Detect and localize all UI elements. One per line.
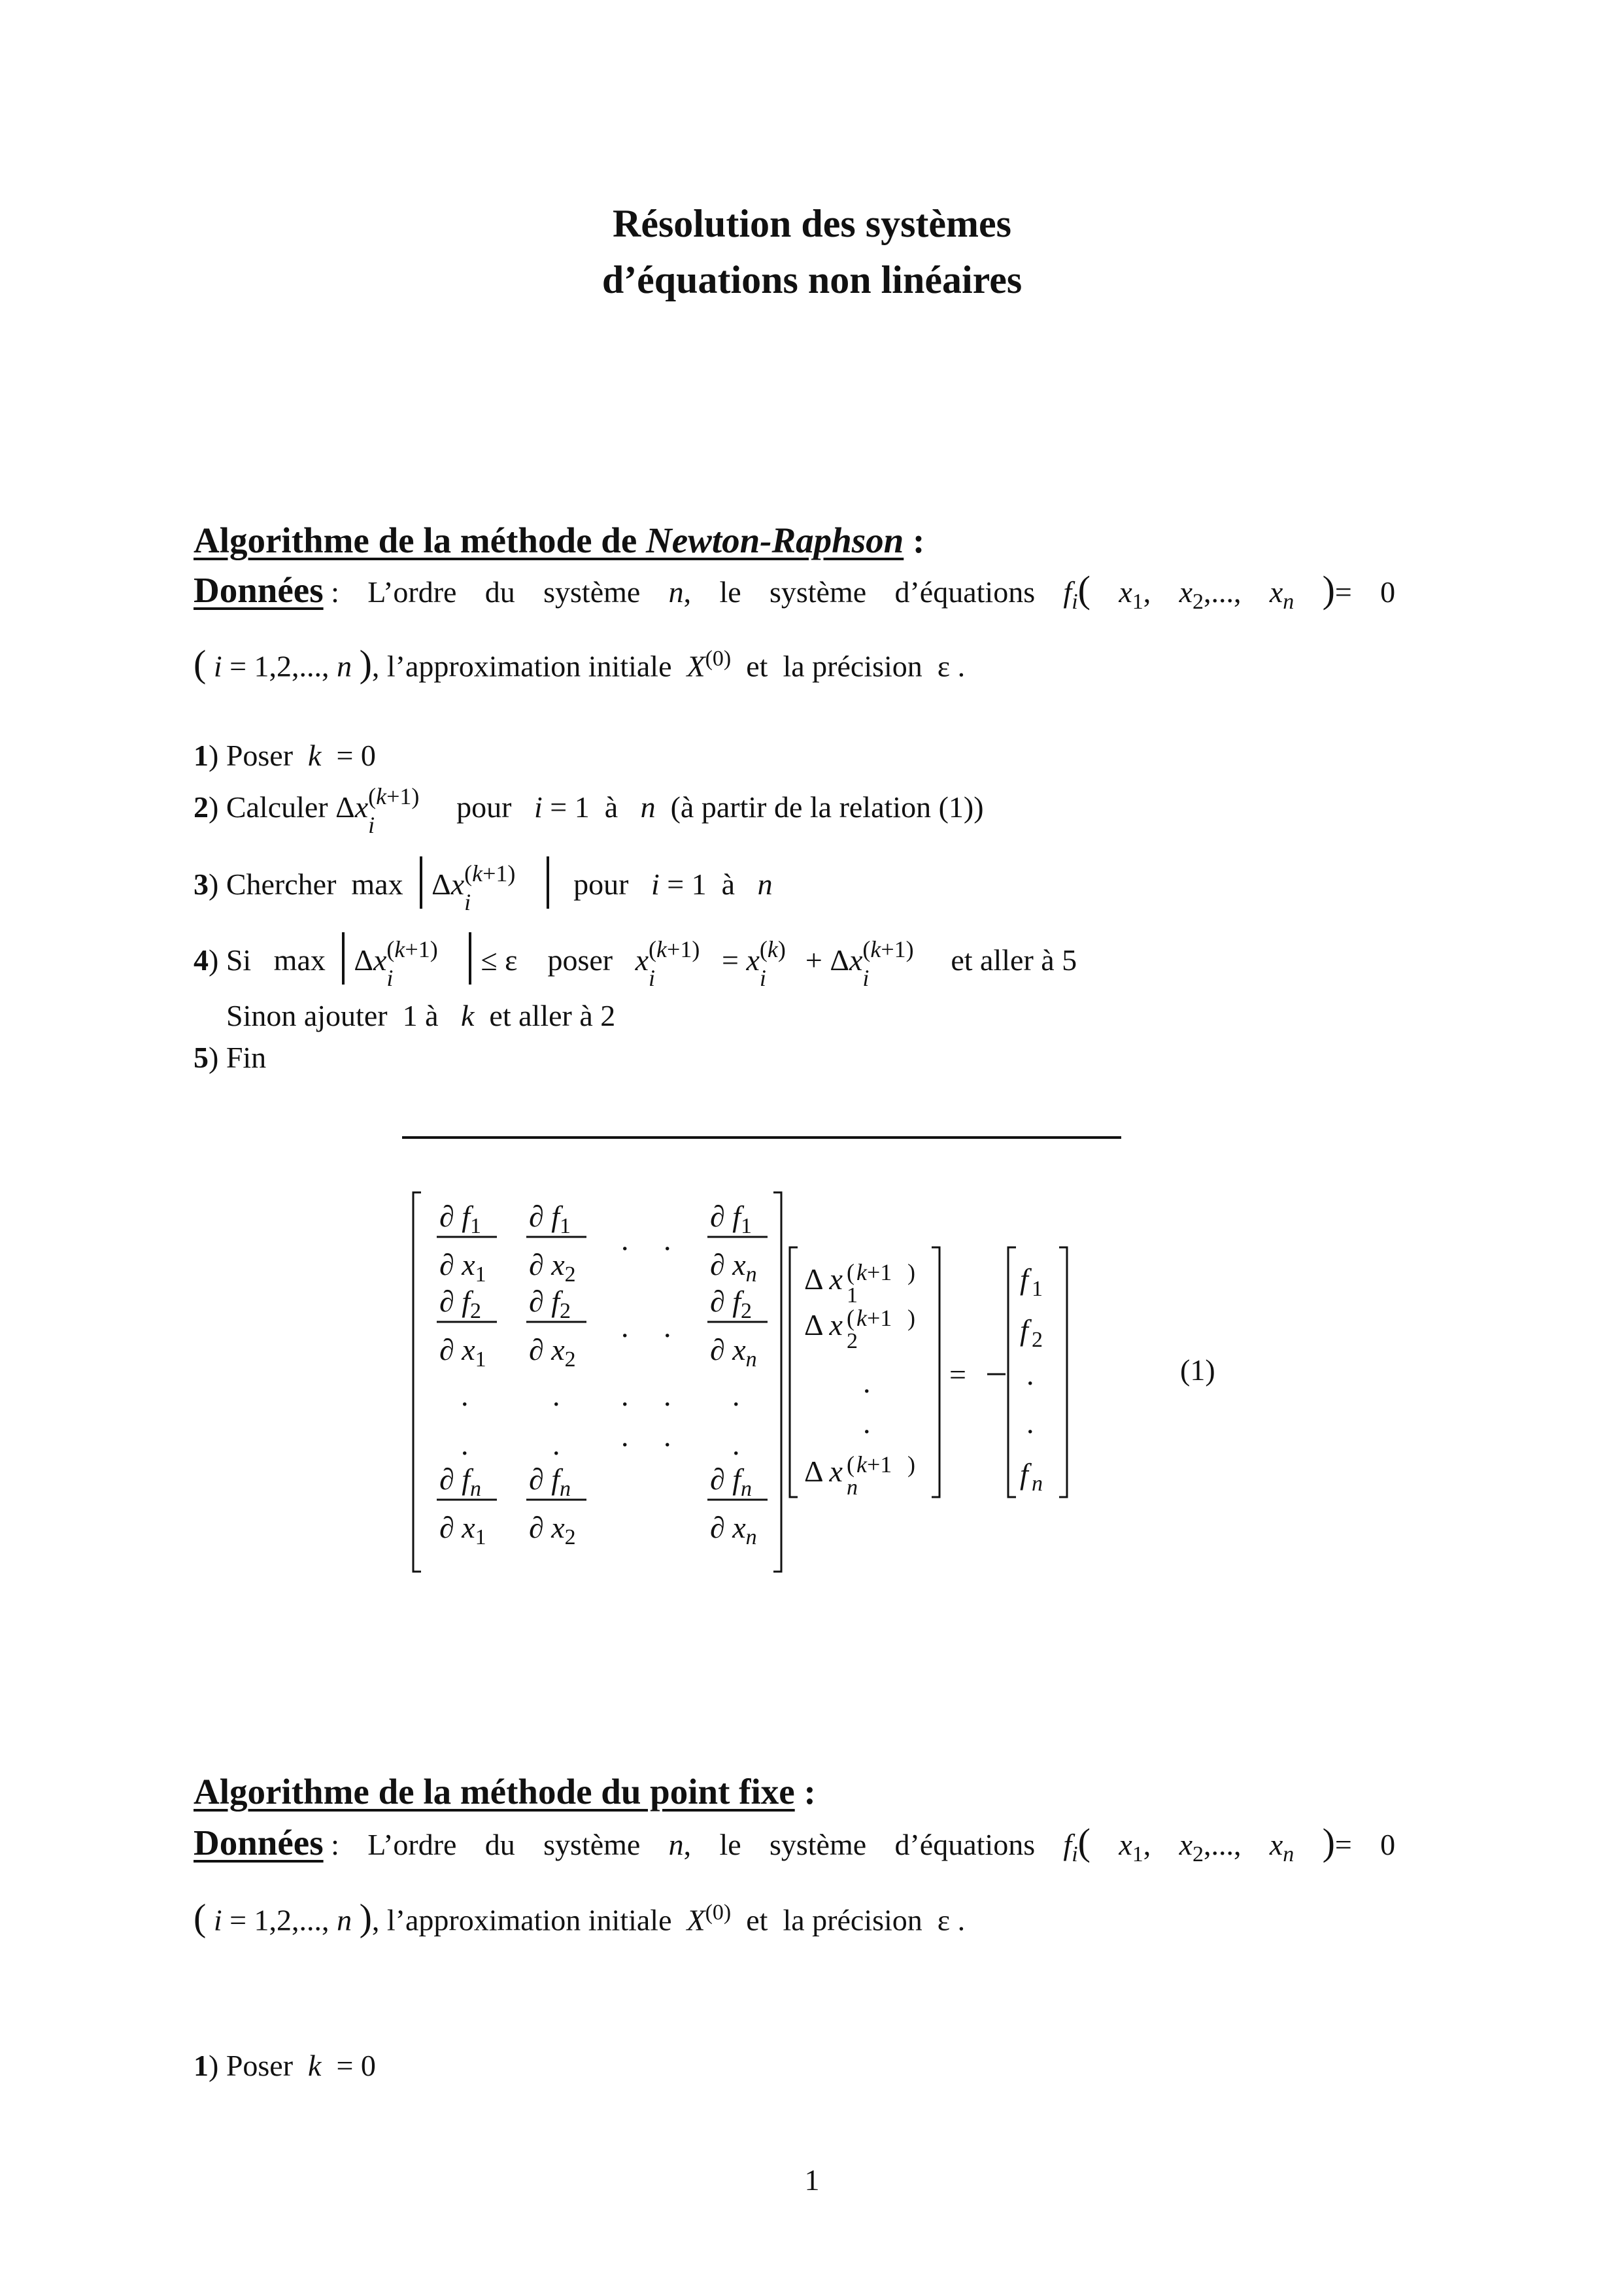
svg-text:∂ fn: ∂ $f_n$ (439, 1462, 482, 1501)
newton-step-3: 3) Chercher max Δx (k+1) i pour i = 1 à n (194, 856, 773, 909)
point-fixe-heading-text: Algorithme de la méthode du point fixe (194, 1772, 795, 1812)
newton-step-1: 1) Poser k = 0 (194, 739, 376, 772)
svg-text:∂ xn: ∂ $x_n$ (710, 1333, 757, 1372)
svg-text:.: . (664, 1223, 671, 1257)
point-fixe-donnees-line2: ( i = 1,2,..., n ), l’approximation initiale $X^{(0)}$ et la précision ε . (194, 1896, 966, 1939)
svg-text:k+1: k+1 (856, 1305, 892, 1331)
svg-text:f: f (1020, 1313, 1028, 1347)
svg-text:f: f (1020, 1262, 1028, 1296)
svg-text:∂ fn: ∂ $f_n$ (710, 1462, 753, 1501)
newton-step-4-else: Sinon ajouter 1 à k et aller à 2 (226, 999, 616, 1032)
svg-text:.: . (621, 1223, 629, 1257)
svg-text:∂ f2: ∂ $f_2$ (710, 1285, 753, 1323)
svg-text:.: . (461, 1428, 469, 1461)
svg-text:∂ f2: ∂ $f_2$ (439, 1285, 482, 1323)
svg-text:): ) (907, 1451, 915, 1477)
svg-text:(: ( (847, 1259, 854, 1285)
svg-text:.: . (863, 1366, 871, 1399)
newton-step-2: 2) Calculer Δx (k+1) i pour i = 1 à n (à partir de la relation (1)) (194, 783, 984, 838)
svg-text:∂ f1: ∂ $f_1$ (529, 1200, 571, 1238)
svg-text:.: . (621, 1419, 629, 1453)
svg-text:∂ f1: ∂ $f_1$ (710, 1200, 753, 1238)
svg-text:Δ x: Δ x (804, 1455, 843, 1488)
newton-step-5: 5) Fin (194, 1041, 267, 1074)
newton-heading-colon: : (904, 520, 925, 560)
point-fixe-heading (194, 1769, 816, 1815)
svg-text:.: . (1026, 1406, 1034, 1440)
svg-text:(: ( (847, 1305, 854, 1331)
page-number: 1 (804, 2163, 820, 2197)
svg-text:.: . (461, 1379, 469, 1412)
svg-text:Δ x: Δ x (804, 1262, 843, 1296)
svg-text:∂ fn: ∂ $f_n$ (529, 1462, 571, 1501)
svg-text:.: . (863, 1406, 871, 1440)
svg-text:∂ x2: ∂ $x_2$ (529, 1248, 576, 1287)
svg-text:=: = (949, 1358, 966, 1391)
svg-text:): ) (907, 1259, 915, 1285)
page-title-line1: Résolution des systèmes (613, 202, 1011, 245)
svg-text:∂ xn: ∂ $x_n$ (710, 1248, 757, 1287)
svg-text:.: . (1026, 1358, 1034, 1391)
svg-text:k+1: k+1 (856, 1451, 892, 1477)
svg-text:.: . (732, 1379, 740, 1412)
equation-number: (1) (1180, 1353, 1215, 1387)
point-fixe-heading-colon: : (794, 1772, 816, 1812)
newton-heading-plain: Algorithme de la méthode de (194, 520, 646, 560)
svg-text:∂ x2: ∂ $x_2$ (529, 1333, 576, 1372)
svg-text:.: . (664, 1419, 671, 1453)
svg-text:k+1: k+1 (856, 1259, 892, 1285)
svg-text:∂ xn: ∂ $x_n$ (710, 1511, 757, 1549)
svg-text:n: n (847, 1476, 858, 1500)
svg-text:): ) (907, 1305, 915, 1331)
newton-donnees-label: Données (194, 570, 324, 610)
newton-step-4: 4) Si max Δx (k+1) i ≤ ε poser x (k+1) i = x (k) i + Δx (k+1) i et aller à 5 (194, 932, 1077, 985)
svg-text:f: f (1020, 1457, 1028, 1491)
newton-donnees-line2: ( i = 1,2,..., n ), l’approximation initiale $X^{(0)}$ et la précision ε . (194, 642, 966, 685)
svg-text:∂ x1: ∂ $x_1$ (439, 1248, 486, 1287)
svg-text:.: . (664, 1310, 671, 1343)
svg-text:.: . (552, 1379, 560, 1412)
svg-text:.: . (552, 1428, 560, 1461)
svg-text:2: 2 (1032, 1328, 1043, 1352)
svg-text:∂ x2: ∂ $x_2$ (529, 1511, 576, 1549)
section-divider (402, 1136, 1121, 1139)
svg-text:∂ x1: ∂ $x_1$ (439, 1511, 486, 1549)
newton-donnees-line1: Données : L’ordre du système n, le système d’équations $f_i$( $x_1$, $x_2$,..., $x_n$ )= 0 (194, 568, 1396, 615)
jacobian-equation (405, 1177, 1255, 1582)
newton-heading (194, 518, 924, 564)
point-fixe-donnees-line1: Données : L’ordre du système n, le système d’équations $f_i$( $x_1$, $x_2$,..., $x_n$ )= 0 (194, 1821, 1396, 1867)
newton-heading-italic: Newton-Raphson (646, 520, 904, 560)
svg-text:∂ f1: ∂ $f_1$ (439, 1200, 482, 1238)
point-fixe-step-1: 1) Poser k = 0 (194, 2049, 376, 2082)
svg-text:2: 2 (847, 1329, 858, 1353)
svg-text:∂ x1: ∂ $x_1$ (439, 1333, 486, 1372)
svg-text:∂ f2: ∂ $f_2$ (529, 1285, 571, 1323)
svg-text:Δ x: Δ x (804, 1308, 843, 1341)
svg-text:.: . (621, 1310, 629, 1343)
page-title-line2: d’équations non linéaires (601, 258, 1023, 301)
svg-text:n: n (1032, 1472, 1043, 1496)
svg-text:1: 1 (1032, 1277, 1043, 1301)
svg-text:(: ( (847, 1451, 854, 1477)
svg-text:1: 1 (847, 1283, 858, 1307)
svg-text:.: . (732, 1428, 740, 1461)
svg-text:.: . (664, 1379, 671, 1412)
svg-text:.: . (621, 1379, 629, 1412)
point-fixe-donnees-label: Données (194, 1823, 324, 1863)
